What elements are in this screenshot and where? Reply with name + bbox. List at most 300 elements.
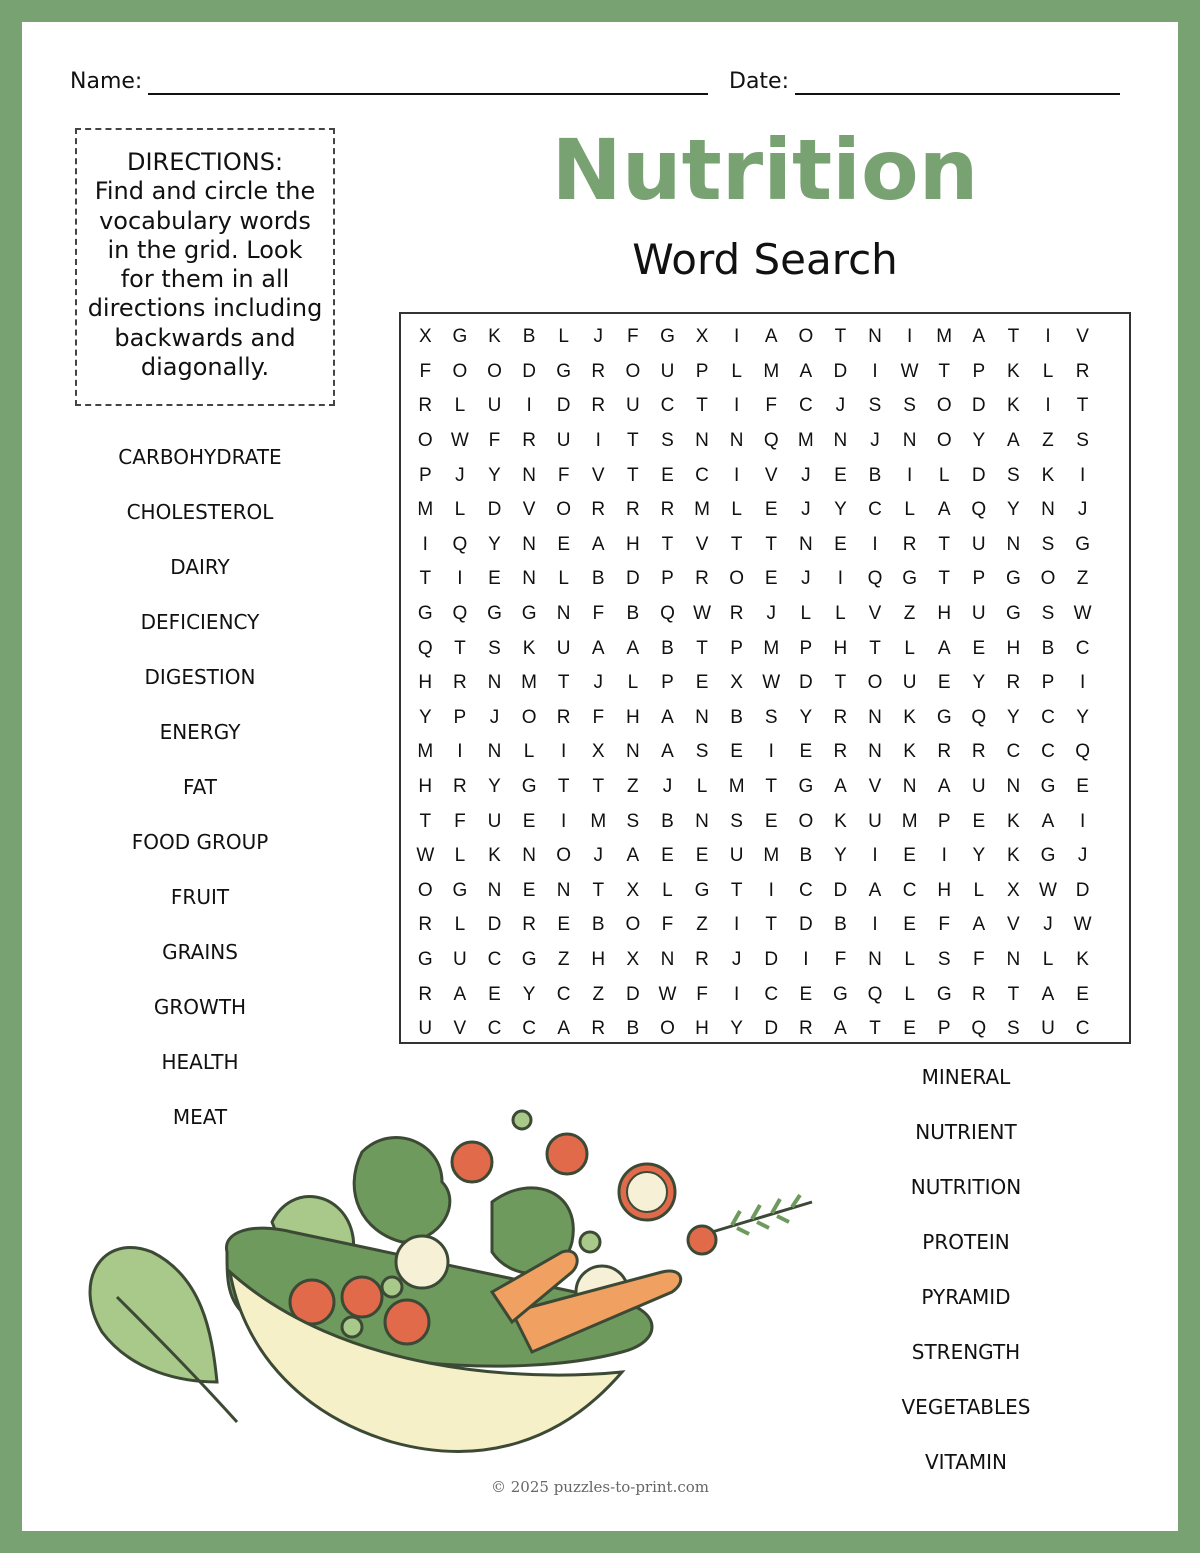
grid-letter[interactable]: C [798, 879, 813, 901]
grid-letter[interactable]: M [763, 360, 780, 382]
grid-letter[interactable]: L [973, 879, 985, 901]
grid-letter[interactable]: Y [972, 672, 986, 694]
grid-letter[interactable]: P [730, 637, 743, 659]
grid-letter[interactable]: K [1076, 948, 1089, 970]
grid-letter[interactable]: O [417, 430, 433, 452]
grid-letter[interactable]: L [523, 741, 535, 763]
grid-letter[interactable]: W [1073, 603, 1092, 625]
grid-letter[interactable]: T [661, 533, 674, 555]
grid-letter[interactable]: X [418, 326, 432, 348]
grid-letter[interactable]: V [1076, 326, 1089, 348]
grid-letter[interactable]: R [453, 776, 467, 798]
grid-letter[interactable]: M [521, 672, 537, 694]
grid-letter[interactable]: L [904, 637, 915, 659]
grid-letter[interactable]: U [453, 948, 467, 970]
grid-letter[interactable]: I [906, 326, 913, 348]
grid-letter[interactable]: C [660, 395, 675, 417]
grid-letter[interactable]: I [734, 464, 740, 486]
grid-letter[interactable]: Y [1076, 706, 1089, 728]
grid-letter[interactable]: G [452, 326, 468, 348]
grid-letter[interactable]: R [418, 914, 433, 936]
grid-letter[interactable]: N [522, 464, 536, 486]
grid-letter[interactable]: D [833, 879, 848, 901]
grid-letter[interactable]: R [695, 948, 709, 970]
grid-letter[interactable]: B [730, 706, 743, 728]
grid-letter[interactable]: M [694, 499, 710, 521]
grid-letter[interactable]: L [454, 499, 466, 521]
grid-letter[interactable]: K [834, 810, 847, 832]
grid-letter[interactable]: L [696, 776, 708, 798]
grid-letter[interactable]: C [695, 464, 709, 486]
grid-letter[interactable]: E [488, 568, 501, 590]
grid-letter[interactable]: N [902, 430, 917, 452]
grid-letter[interactable]: L [938, 464, 950, 486]
grid-letter[interactable]: M [901, 810, 918, 832]
grid-letter[interactable]: R [660, 499, 675, 521]
grid-letter[interactable]: U [487, 395, 502, 417]
grid-letter[interactable]: P [453, 706, 467, 728]
grid-letter[interactable]: O [625, 360, 641, 382]
grid-letter[interactable]: J [455, 464, 465, 486]
grid-letter[interactable]: U [971, 603, 986, 625]
grid-letter[interactable]: U [971, 776, 986, 798]
grid-letter[interactable]: D [625, 983, 640, 1005]
grid-letter[interactable]: T [834, 326, 847, 348]
grid-letter[interactable]: J [593, 845, 604, 867]
grid-letter[interactable]: E [1076, 983, 1089, 1005]
grid-letter[interactable]: D [764, 1018, 779, 1040]
grid-letter[interactable]: C [1006, 741, 1021, 763]
grid-letter[interactable]: E [764, 810, 778, 832]
grid-letter[interactable]: P [695, 360, 709, 382]
grid-letter[interactable]: O [556, 499, 572, 521]
grid-letter[interactable]: L [627, 672, 639, 694]
grid-letter[interactable]: O [936, 395, 952, 417]
grid-letter[interactable]: E [730, 741, 743, 763]
grid-letter[interactable]: J [1077, 845, 1088, 867]
grid-letter[interactable]: E [661, 464, 674, 486]
grid-letter[interactable]: T [1007, 326, 1020, 348]
grid-letter[interactable]: L [662, 879, 673, 901]
grid-letter[interactable]: H [937, 603, 952, 625]
grid-letter[interactable]: E [903, 914, 916, 936]
grid-letter[interactable]: Y [834, 499, 847, 521]
grid-letter[interactable]: R [522, 430, 536, 452]
grid-letter[interactable]: P [1041, 672, 1055, 694]
grid-letter[interactable]: I [1045, 395, 1051, 417]
grid-letter[interactable]: C [764, 983, 779, 1005]
grid-letter[interactable]: M [417, 741, 434, 763]
grid-letter[interactable]: A [868, 879, 882, 901]
grid-letter[interactable]: M [728, 776, 745, 798]
grid-letter[interactable]: O [660, 1018, 675, 1040]
grid-letter[interactable]: P [661, 672, 674, 694]
grid-letter[interactable]: E [972, 810, 986, 832]
grid-letter[interactable]: G [694, 879, 710, 901]
grid-letter[interactable]: A [661, 741, 674, 763]
grid-letter[interactable]: J [1043, 914, 1053, 936]
grid-letter[interactable]: Y [1007, 499, 1020, 521]
grid-letter[interactable]: Z [1076, 568, 1089, 590]
grid-letter[interactable]: A [972, 326, 986, 348]
grid-letter[interactable]: L [558, 326, 569, 348]
grid-letter[interactable]: K [488, 326, 501, 348]
grid-letter[interactable]: P [937, 1018, 951, 1040]
grid-letter[interactable]: U [556, 430, 571, 452]
grid-letter[interactable]: D [833, 360, 848, 382]
grid-letter[interactable]: F [834, 948, 847, 970]
grid-letter[interactable]: C [1041, 706, 1055, 728]
grid-letter[interactable]: S [488, 637, 501, 659]
grid-letter[interactable]: B [626, 603, 640, 625]
grid-letter[interactable]: L [731, 499, 742, 521]
grid-letter[interactable]: K [522, 637, 536, 659]
grid-letter[interactable]: K [1007, 845, 1020, 867]
grid-letter[interactable]: M [763, 637, 780, 659]
grid-letter[interactable]: S [695, 741, 709, 763]
grid-letter[interactable]: H [591, 948, 606, 970]
grid-letter[interactable]: A [1007, 430, 1020, 452]
grid-letter[interactable]: T [938, 360, 950, 382]
grid-letter[interactable]: G [521, 948, 537, 970]
grid-letter[interactable]: W [1039, 879, 1057, 901]
grid-letter[interactable]: G [798, 776, 814, 798]
grid-letter[interactable]: E [834, 464, 847, 486]
grid-letter[interactable]: C [868, 499, 882, 521]
grid-letter[interactable]: A [937, 637, 951, 659]
grid-letter[interactable]: T [592, 879, 605, 901]
grid-letter[interactable]: G [833, 983, 848, 1005]
grid-letter[interactable]: X [626, 948, 640, 970]
grid-letter[interactable]: C [798, 395, 813, 417]
grid-letter[interactable]: N [556, 879, 571, 901]
grid-letter[interactable]: L [904, 499, 915, 521]
grid-letter[interactable]: V [868, 603, 882, 625]
grid-letter[interactable]: F [419, 360, 432, 382]
grid-letter[interactable]: I [837, 568, 844, 590]
grid-letter[interactable]: N [798, 533, 813, 555]
grid-letter[interactable]: N [868, 948, 882, 970]
grid-letter[interactable]: E [937, 672, 951, 694]
grid-letter[interactable]: T [765, 914, 778, 936]
grid-letter[interactable]: A [937, 499, 951, 521]
grid-letter[interactable]: H [418, 776, 433, 798]
grid-letter[interactable]: U [418, 1018, 433, 1040]
grid-letter[interactable]: M [417, 499, 434, 521]
grid-letter[interactable]: T [627, 464, 639, 486]
grid-letter[interactable]: I [941, 845, 947, 867]
grid-letter[interactable]: E [834, 533, 847, 555]
grid-letter[interactable]: R [971, 741, 986, 763]
grid-letter[interactable]: U [556, 637, 571, 659]
grid-letter[interactable]: D [487, 499, 502, 521]
grid-letter[interactable]: N [487, 741, 502, 763]
grid-letter[interactable]: T [938, 533, 950, 555]
grid-letter[interactable]: E [522, 810, 536, 832]
grid-letter[interactable]: L [731, 360, 742, 382]
grid-letter[interactable]: E [557, 533, 571, 555]
grid-letter[interactable]: S [764, 706, 778, 728]
grid-letter[interactable]: B [834, 914, 847, 936]
grid-letter[interactable]: I [906, 464, 913, 486]
grid-letter[interactable]: R [453, 672, 467, 694]
grid-letter[interactable]: L [454, 395, 466, 417]
grid-letter[interactable]: F [488, 430, 501, 452]
grid-letter[interactable]: D [971, 464, 986, 486]
grid-letter[interactable]: M [590, 810, 607, 832]
grid-letter[interactable]: J [801, 464, 811, 486]
grid-letter[interactable]: E [695, 845, 709, 867]
grid-letter[interactable]: U [487, 810, 502, 832]
grid-letter[interactable]: F [454, 810, 466, 832]
grid-letter[interactable]: N [868, 326, 882, 348]
grid-letter[interactable]: T [765, 533, 778, 555]
grid-letter[interactable]: O [625, 914, 641, 936]
grid-letter[interactable]: O [867, 672, 883, 694]
grid-letter[interactable]: D [522, 360, 536, 382]
grid-letter[interactable]: E [903, 845, 916, 867]
grid-letter[interactable]: T [834, 672, 847, 694]
grid-letter[interactable]: D [1075, 879, 1090, 901]
grid-letter[interactable]: I [1045, 326, 1051, 348]
grid-letter[interactable]: G [936, 983, 952, 1005]
grid-letter[interactable]: O [798, 326, 814, 348]
grid-letter[interactable]: I [1079, 672, 1086, 694]
grid-letter[interactable]: I [872, 845, 878, 867]
grid-letter[interactable]: I [734, 326, 740, 348]
grid-letter[interactable]: N [868, 706, 882, 728]
grid-letter[interactable]: B [591, 568, 605, 590]
grid-letter[interactable]: I [872, 533, 878, 555]
grid-letter[interactable]: I [457, 568, 463, 590]
grid-letter[interactable]: Y [488, 464, 501, 486]
grid-letter[interactable]: T [1007, 983, 1020, 1005]
grid-letter[interactable]: L [558, 568, 569, 590]
grid-letter[interactable]: R [971, 983, 986, 1005]
grid-letter[interactable]: B [1041, 637, 1055, 659]
grid-letter[interactable]: X [591, 741, 605, 763]
grid-letter[interactable]: L [454, 914, 466, 936]
grid-letter[interactable]: N [833, 430, 848, 452]
grid-letter[interactable]: I [768, 741, 774, 763]
grid-letter[interactable]: L [454, 845, 466, 867]
grid-letter[interactable]: B [591, 914, 605, 936]
grid-letter[interactable]: G [487, 603, 502, 625]
grid-letter[interactable]: H [625, 533, 640, 555]
grid-letter[interactable]: N [660, 948, 675, 970]
grid-letter[interactable]: T [419, 810, 432, 832]
grid-letter[interactable]: R [522, 914, 536, 936]
grid-letter[interactable]: Q [971, 706, 987, 728]
grid-letter[interactable]: Y [1007, 706, 1020, 728]
grid-letter[interactable]: T [869, 1018, 881, 1040]
grid-letter[interactable]: R [902, 533, 917, 555]
grid-letter[interactable]: W [450, 430, 469, 452]
grid-letter[interactable]: Z [557, 948, 570, 970]
grid-letter[interactable]: R [937, 741, 952, 763]
grid-letter[interactable]: C [1041, 741, 1055, 763]
grid-letter[interactable]: R [591, 499, 606, 521]
grid-letter[interactable]: O [729, 568, 745, 590]
grid-letter[interactable]: J [870, 430, 880, 452]
grid-letter[interactable]: R [833, 741, 848, 763]
grid-letter[interactable]: C [556, 983, 571, 1005]
grid-letter[interactable]: C [487, 1018, 502, 1040]
grid-letter[interactable]: P [972, 360, 986, 382]
grid-letter[interactable]: Z [1042, 430, 1054, 452]
grid-letter[interactable]: G [936, 706, 952, 728]
grid-letter[interactable]: X [730, 672, 743, 694]
grid-letter[interactable]: B [522, 326, 536, 348]
grid-letter[interactable]: E [695, 672, 709, 694]
grid-letter[interactable]: N [522, 845, 536, 867]
grid-letter[interactable]: B [868, 464, 882, 486]
grid-letter[interactable]: Q [1075, 741, 1090, 763]
grid-letter[interactable]: N [729, 430, 744, 452]
grid-letter[interactable]: T [765, 776, 778, 798]
grid-letter[interactable]: M [763, 845, 780, 867]
grid-letter[interactable]: T [557, 776, 570, 798]
grid-letter[interactable]: I [872, 914, 878, 936]
grid-letter[interactable]: R [418, 395, 433, 417]
grid-letter[interactable]: N [487, 672, 502, 694]
grid-letter[interactable]: P [972, 568, 986, 590]
grid-letter[interactable]: N [902, 776, 917, 798]
grid-letter[interactable]: P [418, 464, 432, 486]
grid-letter[interactable]: Q [971, 499, 987, 521]
grid-letter[interactable]: J [593, 672, 604, 694]
grid-letter[interactable]: I [734, 983, 740, 1005]
grid-letter[interactable]: E [488, 983, 501, 1005]
grid-letter[interactable]: D [556, 395, 571, 417]
grid-letter[interactable]: B [626, 1018, 640, 1040]
grid-letter[interactable]: R [695, 568, 709, 590]
grid-letter[interactable]: U [660, 360, 675, 382]
grid-letter[interactable]: A [557, 1018, 571, 1040]
grid-letter[interactable]: N [695, 430, 709, 452]
grid-letter[interactable]: T [454, 637, 466, 659]
grid-letter[interactable]: Y [522, 983, 536, 1005]
grid-letter[interactable]: I [561, 741, 567, 763]
grid-letter[interactable]: K [488, 845, 501, 867]
grid-letter[interactable]: R [625, 499, 640, 521]
grid-letter[interactable]: H [418, 672, 433, 694]
grid-letter[interactable]: B [799, 845, 813, 867]
grid-letter[interactable]: I [422, 533, 428, 555]
grid-letter[interactable]: F [972, 948, 985, 970]
grid-letter[interactable]: D [971, 395, 986, 417]
grid-letter[interactable]: F [938, 914, 950, 936]
grid-letter[interactable]: S [626, 810, 640, 832]
grid-letter[interactable]: I [768, 879, 774, 901]
grid-letter[interactable]: H [625, 706, 640, 728]
grid-letter[interactable]: N [522, 533, 536, 555]
grid-letter[interactable]: B [661, 637, 674, 659]
grid-letter[interactable]: S [661, 430, 674, 452]
grid-letter[interactable]: F [765, 395, 778, 417]
grid-letter[interactable]: Y [488, 533, 501, 555]
grid-letter[interactable]: Q [417, 637, 433, 659]
grid-letter[interactable]: R [1006, 672, 1021, 694]
grid-letter[interactable]: V [591, 464, 605, 486]
grid-letter[interactable]: B [661, 810, 674, 832]
grid-letter[interactable]: J [593, 326, 604, 348]
grid-letter[interactable]: N [1006, 776, 1021, 798]
grid-letter[interactable]: H [695, 1018, 709, 1040]
grid-letter[interactable]: R [729, 603, 744, 625]
grid-letter[interactable]: I [457, 741, 463, 763]
grid-letter[interactable]: V [868, 776, 882, 798]
grid-letter[interactable]: A [1041, 810, 1055, 832]
grid-letter[interactable]: F [592, 603, 605, 625]
grid-letter[interactable]: N [695, 810, 709, 832]
grid-letter[interactable]: G [521, 776, 537, 798]
grid-letter[interactable]: V [695, 533, 709, 555]
grid-letter[interactable]: R [591, 1018, 606, 1040]
grid-letter[interactable]: P [799, 637, 813, 659]
grid-letter[interactable]: N [1006, 948, 1021, 970]
grid-letter[interactable]: P [937, 810, 951, 832]
grid-letter[interactable]: T [696, 637, 708, 659]
grid-letter[interactable]: T [730, 879, 743, 901]
grid-letter[interactable]: A [591, 637, 605, 659]
grid-letter[interactable]: H [833, 637, 848, 659]
grid-letter[interactable]: U [1041, 1018, 1055, 1040]
grid-letter[interactable]: Z [696, 914, 708, 936]
grid-letter[interactable]: C [487, 948, 502, 970]
grid-letter[interactable]: T [696, 395, 708, 417]
grid-letter[interactable]: I [1079, 810, 1086, 832]
grid-letter[interactable]: U [868, 810, 882, 832]
grid-letter[interactable]: C [1075, 637, 1090, 659]
grid-letter[interactable]: E [764, 499, 778, 521]
grid-letter[interactable]: I [526, 395, 532, 417]
grid-letter[interactable]: F [592, 706, 605, 728]
grid-letter[interactable]: O [556, 845, 572, 867]
grid-letter[interactable]: A [937, 776, 951, 798]
grid-letter[interactable]: U [902, 672, 917, 694]
grid-letter[interactable]: A [1041, 983, 1055, 1005]
grid-letter[interactable]: I [1079, 464, 1086, 486]
grid-letter[interactable]: T [419, 568, 432, 590]
grid-letter[interactable]: A [453, 983, 467, 1005]
grid-letter[interactable]: U [625, 395, 640, 417]
grid-letter[interactable]: Q [660, 603, 675, 625]
grid-letter[interactable]: R [833, 706, 848, 728]
grid-letter[interactable]: J [835, 395, 846, 417]
grid-letter[interactable]: V [522, 499, 536, 521]
grid-letter[interactable]: D [764, 948, 779, 970]
grid-letter[interactable]: S [868, 395, 882, 417]
grid-letter[interactable]: A [764, 326, 778, 348]
grid-letter[interactable]: S [1007, 1018, 1020, 1040]
grid-letter[interactable]: Q [971, 1018, 987, 1040]
grid-letter[interactable]: N [1006, 533, 1021, 555]
grid-letter[interactable]: I [734, 914, 740, 936]
grid-letter[interactable]: A [834, 1018, 847, 1040]
grid-letter[interactable]: O [521, 706, 537, 728]
grid-letter[interactable]: R [798, 1018, 813, 1040]
grid-letter[interactable]: M [936, 326, 953, 348]
grid-letter[interactable]: N [695, 706, 709, 728]
grid-letter[interactable]: T [557, 672, 570, 694]
grid-letter[interactable]: I [803, 948, 809, 970]
grid-letter[interactable]: M [797, 430, 814, 452]
grid-letter[interactable]: J [489, 706, 500, 728]
grid-letter[interactable]: E [799, 983, 813, 1005]
grid-letter[interactable]: X [695, 326, 709, 348]
grid-letter[interactable]: Z [903, 603, 916, 625]
